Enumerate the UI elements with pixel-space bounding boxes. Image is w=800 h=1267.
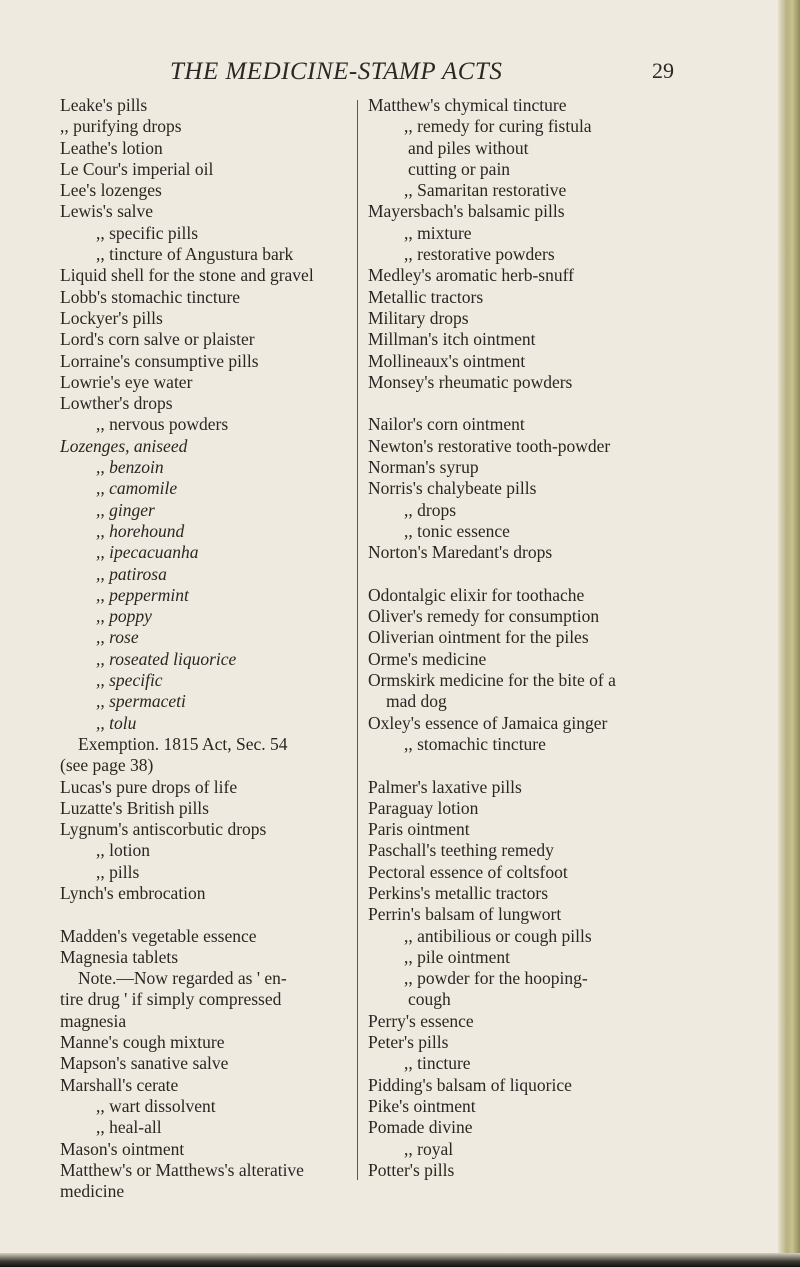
list-item: Mayersbach's balsamic pills <box>368 201 565 222</box>
list-item: ,, pills <box>96 861 140 882</box>
list-item: Paschall's teething remedy <box>368 840 554 861</box>
list-item: ,, stomachic tincture <box>404 733 546 754</box>
list-item: ,, tincture <box>404 1053 471 1074</box>
list-item: ,, poppy <box>96 606 152 627</box>
list-item: Lorraine's consumptive pills <box>60 350 259 371</box>
left-column <box>60 95 350 1202</box>
list-item: Pike's ointment <box>368 1095 476 1116</box>
list-item: Lord's corn salve or plaister <box>60 329 255 350</box>
list-item: Lygnum's antiscorbutic drops <box>60 819 267 840</box>
list-item: ,, tonic essence <box>404 520 510 541</box>
list-item: Norris's chalybeate pills <box>368 478 537 499</box>
list-item: Lee's lozenges <box>60 180 162 201</box>
list-item: Pectoral essence of coltsfoot <box>368 861 568 882</box>
list-item: Lobb's stomachic tincture <box>60 286 241 307</box>
list-item: ,, camomile <box>96 478 178 499</box>
list-item: tire drug ' if simply compressed <box>60 989 282 1010</box>
list-item: Lowther's drops <box>60 393 173 414</box>
column-divider <box>357 100 358 1180</box>
list-item: ,, restorative powders <box>404 244 555 265</box>
list-item: Mollineaux's ointment <box>368 350 526 371</box>
list-item: Potter's pills <box>368 1159 455 1180</box>
running-head: THE MEDICINE-STAMP ACTS <box>170 58 503 85</box>
list-item: ,, pile ointment <box>404 946 510 967</box>
list-item: Orme's medicine <box>368 648 487 669</box>
list-item: Madden's vegetable essence <box>60 925 257 946</box>
list-item: cutting or pain <box>408 158 511 179</box>
list-item: Lewis's salve <box>60 201 154 222</box>
list-item: Peter's pills <box>368 1032 449 1053</box>
list-item: ,, powder for the hooping- <box>404 968 588 989</box>
list-item: ,, roseated liquorice <box>96 648 237 669</box>
right-column <box>368 95 668 1181</box>
list-item: Leathe's lotion <box>60 137 163 158</box>
list-item: ,, remedy for curing fistula <box>404 116 592 137</box>
list-item: ,, tolu <box>96 712 137 733</box>
list-item: Luzatte's British pills <box>60 797 209 818</box>
list-item: ,, peppermint <box>96 584 189 605</box>
list-item: ,, mixture <box>404 222 472 243</box>
list-item: Pomade divine <box>368 1117 473 1138</box>
list-item: ,, heal-all <box>96 1117 162 1138</box>
list-item: ,, ipecacuanha <box>96 542 199 563</box>
list-item: mad dog <box>386 691 447 712</box>
list-item: ,, patirosa <box>96 563 167 584</box>
list-item: (see page 38) <box>60 755 154 776</box>
list-item: Newton's restorative tooth-powder <box>368 435 611 456</box>
list-item: Odontalgic elixir for toothache <box>368 584 585 605</box>
list-item: Matthew's chymical tincture <box>368 95 567 115</box>
list-item: ,, royal <box>404 1138 454 1159</box>
list-item: Note.—Now regarded as ' en- <box>78 968 287 989</box>
list-item: Lozenges, aniseed <box>60 435 188 456</box>
page-edge-right <box>778 0 800 1267</box>
list-item: Lynch's embrocation <box>60 882 206 903</box>
list-item: Marshall's cerate <box>60 1074 179 1095</box>
list-item: Liquid shell for the stone and gravel <box>60 265 314 286</box>
list-item: Ormskirk medicine for the bite of a <box>368 670 616 691</box>
list-item: Oliver's remedy for consumption <box>368 606 600 627</box>
list-item: Monsey's rheumatic powders <box>368 371 573 392</box>
list-item: Perrin's balsam of lungwort <box>368 904 562 925</box>
list-item: medicine <box>60 1181 125 1202</box>
list-item: Palmer's laxative pills <box>368 776 522 797</box>
list-item: Magnesia tablets <box>60 946 179 967</box>
list-item: Millman's itch ointment <box>368 329 536 350</box>
section-spacer <box>60 904 350 925</box>
list-item: Nailor's corn ointment <box>368 414 525 435</box>
list-item: ,, purifying drops <box>60 116 182 137</box>
list-item: ,, specific pills <box>96 222 199 243</box>
list-item: Perry's essence <box>368 1010 474 1031</box>
list-item: ,, nervous powders <box>96 414 229 435</box>
list-item: ,, benzoin <box>96 457 164 478</box>
list-item: Perkins's metallic tractors <box>368 882 549 903</box>
list-item: Oliverian ointment for the piles <box>368 627 589 648</box>
list-item: Leake's pills <box>60 95 148 115</box>
list-item: ,, rose <box>96 627 139 648</box>
list-item: ,, antibilious or cough pills <box>404 925 592 946</box>
list-item: Oxley's essence of Jamaica ginger <box>368 712 608 733</box>
list-item: Military drops <box>368 307 469 328</box>
list-item: Lockyer's pills <box>60 307 163 328</box>
page-edge-bottom <box>0 1253 800 1267</box>
list-item: ,, wart dissolvent <box>96 1095 216 1116</box>
list-item: Manne's cough mixture <box>60 1032 225 1053</box>
list-item: Norman's syrup <box>368 457 479 478</box>
list-item: Lucas's pure drops of life <box>60 776 238 797</box>
list-item: Matthew's or Matthews's alterative <box>60 1159 304 1180</box>
list-item: Exemption. 1815 Act, Sec. 54 <box>78 733 288 754</box>
list-item: ,, ginger <box>96 499 155 520</box>
list-item: magnesia <box>60 1010 127 1031</box>
list-item: ,, Samaritan restorative <box>404 180 567 201</box>
list-item: Mapson's sanative salve <box>60 1053 229 1074</box>
list-item: Paris ointment <box>368 819 470 840</box>
list-item: cough <box>408 989 451 1010</box>
list-item: Mason's ointment <box>60 1138 185 1159</box>
list-item: Medley's aromatic herb-snuff <box>368 265 574 286</box>
section-spacer <box>368 393 668 414</box>
list-item: Lowrie's eye water <box>60 371 193 392</box>
list-item: ,, horehound <box>96 520 185 541</box>
list-item: and piles without <box>408 137 529 158</box>
section-spacer <box>368 755 668 776</box>
list-item: ,, spermaceti <box>96 691 186 712</box>
list-item: Paraguay lotion <box>368 797 479 818</box>
page-number: 29 <box>652 58 674 83</box>
list-item: Metallic tractors <box>368 286 484 307</box>
list-item: ,, specific <box>96 670 163 691</box>
section-spacer <box>368 564 668 585</box>
list-item: ,, tincture of Angustura bark <box>96 244 294 265</box>
list-item: Pidding's balsam of liquorice <box>368 1074 572 1095</box>
list-item: ,, lotion <box>96 840 150 861</box>
list-item: Norton's Maredant's drops <box>368 542 553 563</box>
list-item: ,, drops <box>404 499 457 520</box>
list-item: Le Cour's imperial oil <box>60 158 214 179</box>
